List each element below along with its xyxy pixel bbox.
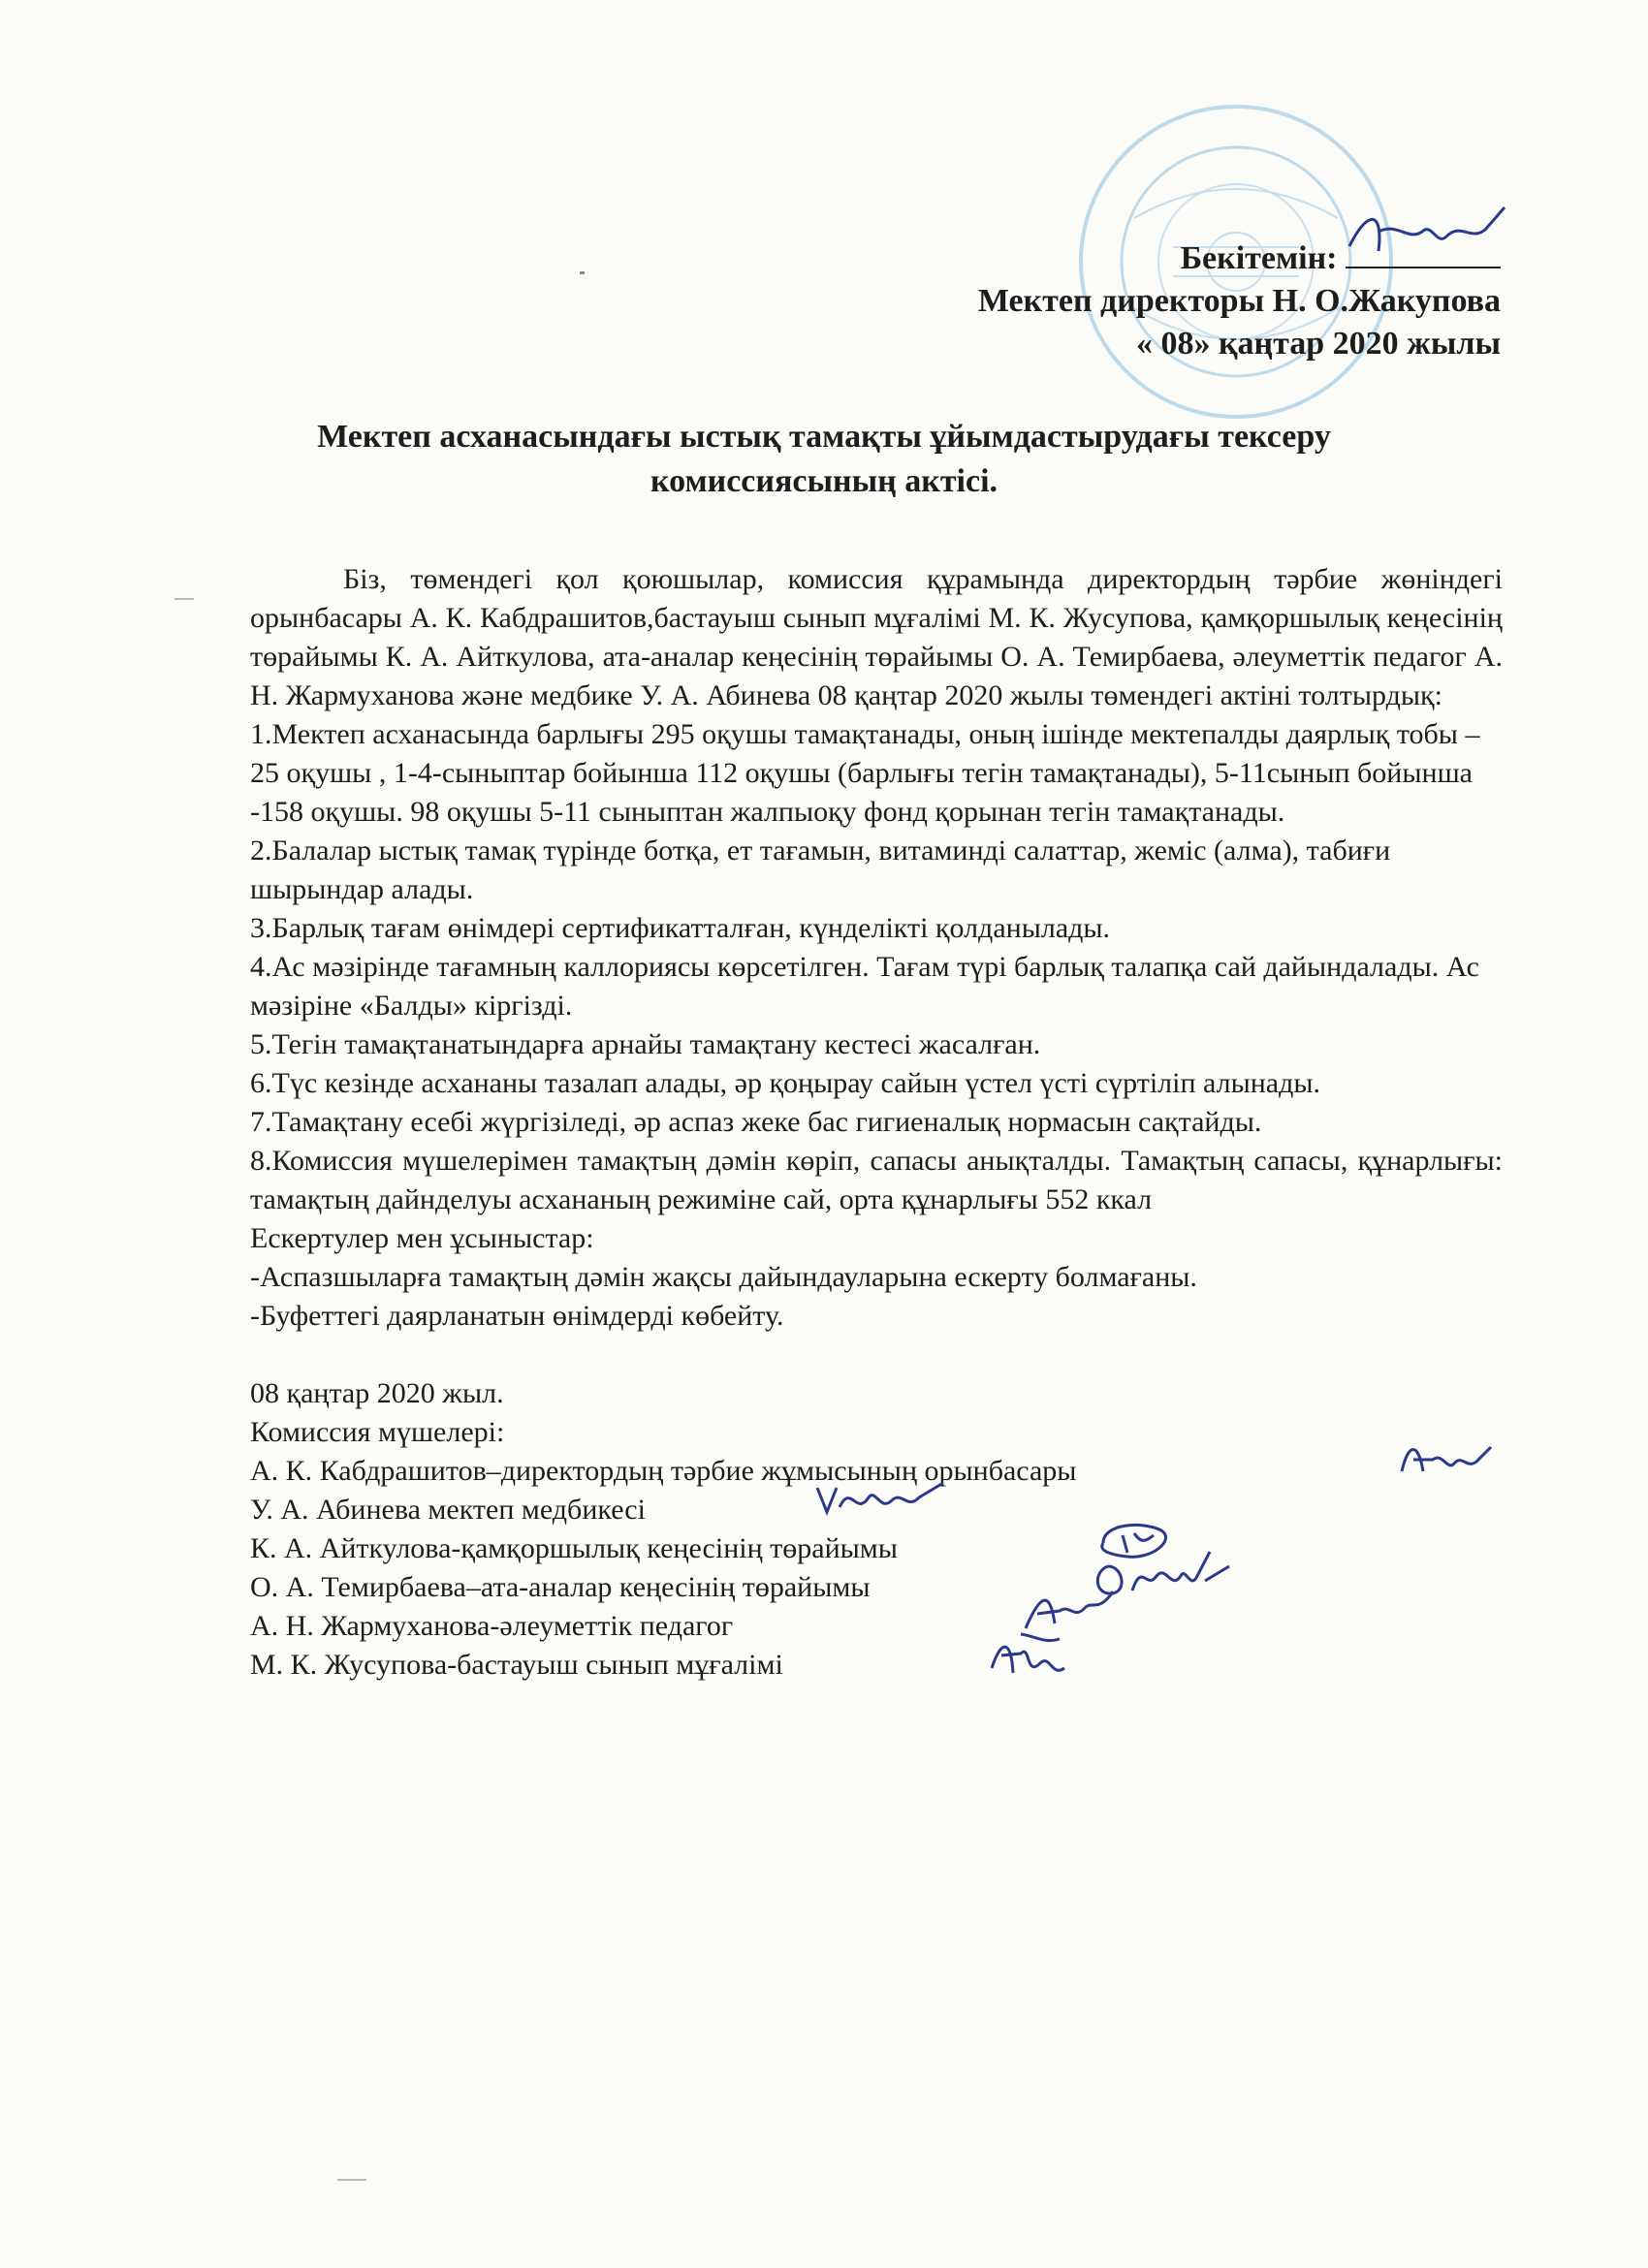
finding-item-6: 6.Түс кезінде асхананы тазалап алады, әр қоңырау сайын үстел үсті сүртіліп алынады. (250, 1067, 1321, 1099)
finding-item-3: 3.Барлық тағам өнімдері сертификатталған, күнделікті қолданылады. (250, 912, 1111, 944)
approval-block (978, 237, 1501, 365)
finding-item-2: 2.Балалар ыстық тамақ түрінде ботқа, ет тағамын, витаминді салаттар, жеміс (алма), табиғи шырындар алады. (250, 835, 1391, 905)
member-4-text: О. А. Темирбаева–ата-аналар кеңесінің төрайымы (250, 1571, 871, 1603)
approval-label: Бекітемін: (1180, 240, 1338, 276)
member-1 (250, 1452, 1503, 1491)
intro-paragraph: Біз, төмендегі қол қоюшылар, комиссия құрамында директордың тәрбие жөніндегі орынбасары А. К. Кабдрашитов,бастауыш сынып мұғалімі М. К. Жусупова, қамқоршылық кеңесінің төрайымы К. А. Айткулова, ата-аналар кеңесінің төрайымы О. А. Темирбаева, әлеуметтік педагог А. Н. Жармуханова және медбике У. А. Абинева 08 қаңтар 2020 жылы төмендегі актіні толтырдық: (250, 563, 1503, 711)
member-1-text: А. К. Кабдрашитов–директордың тәрбие жұмысының орынбасары (250, 1455, 1077, 1487)
document-title (145, 415, 1503, 504)
member-3 (250, 1529, 1503, 1568)
recommendations-heading: Ескертулер мен ұсыныстар: (250, 1222, 594, 1254)
director-signature-mark (1340, 203, 1514, 270)
finding-item-1: 1.Мектеп асханасында барлығы 295 оқушы тамақтанады, оның ішінде мектепалды даярлық тобы – 25 оқушы , 1-4-сыныптар бойынша 112 оқушы (барлығы тегін тамақтанады), 5-11сынып бойынша -158 оқушы. 98 оқушы 5-11 сыныптан жалпыоқу фонд қорынан тегін тамақтанады. (250, 718, 1480, 828)
member-5 (250, 1607, 1503, 1646)
finding-item-8: 8.Комиссия мүшелерімен тамақтың дәмін көріп, сапасы анықталды. Тамақтың сапасы, құнарлығы: тамақтың дайнделуы асхананың режиміне сай, орта құнарлығы 552 ккал (250, 1145, 1503, 1215)
finding-item-7: 7.Тамақтану есебі жүргізіледі, әр аспаз жеке бас гигиеналық нормасын сақтайды. (250, 1106, 1262, 1138)
findings-list (250, 715, 1503, 1219)
recommendations (250, 1219, 1503, 1336)
recommendation-1: -Аспазшыларға тамақтың дәмін жақсы дайындауларына ескерту болмағаны. (250, 1261, 1197, 1293)
member-6-text: М. К. Жусупова-бастауыш сынып мұғалімі (250, 1649, 783, 1681)
recommendation-2: -Буфеттегі даярланатын өнімдерді көбейту. (250, 1300, 784, 1332)
title-line-2: комиссиясының актісі. (650, 463, 998, 499)
scan-speck (174, 598, 194, 600)
scan-speck (580, 271, 585, 274)
member-5-text: А. Н. Жармуханова-әлеуметтік педагог (250, 1610, 734, 1642)
approval-director: Мектеп директоры Н. О.Жакупова (977, 283, 1501, 319)
scan-speck (337, 2179, 366, 2181)
director-signature (1346, 237, 1501, 268)
approval-date: « 08» қаңтар 2020 жылы (1135, 326, 1501, 362)
member-3-text: К. А. Айткулова-қамқоршылық кеңесінің төрайымы (250, 1532, 898, 1564)
members-heading: Комиссия мүшелері: (250, 1416, 505, 1448)
finding-item-5: 5.Тегін тамақтанатындарға арнайы тамақтану кестесі жасалған. (250, 1028, 1041, 1060)
member-4 (250, 1568, 1503, 1607)
document-body (250, 560, 1503, 1685)
member-2-text: У. А. Абинева мектеп медбикесі (250, 1494, 646, 1526)
act-date: 08 қаңтар 2020 жыл. (250, 1377, 504, 1409)
member-6 (250, 1646, 1503, 1685)
title-line-1: Мектеп асханасындағы ыстық тамақты ұйымдастырудағы тексеру (317, 419, 1331, 455)
member-2 (250, 1491, 1503, 1529)
commission-members (250, 1413, 1503, 1685)
approval-heading (978, 237, 1501, 280)
finding-item-4: 4.Ас мәзірінде тағамның каллориясы көрсетілген. Тағам түрі барлық талапқа сай дайындалады. Ас мәзіріне «Балды» кіргізді. (250, 951, 1479, 1022)
